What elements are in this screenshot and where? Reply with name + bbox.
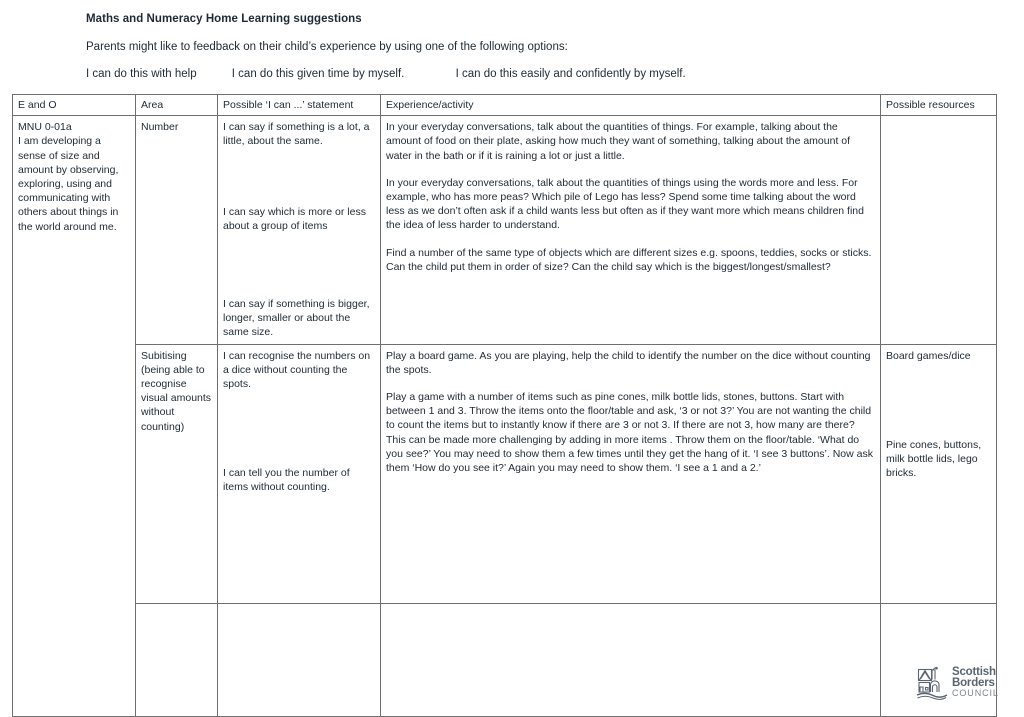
resource-item: Pine cones, buttons, milk bottle lids, lego bricks.	[886, 438, 982, 480]
header-experience: Experience/activity	[381, 95, 881, 116]
cell-statements-number	[218, 116, 381, 344]
experience-paragraph: Play a game with a number of items such as pine cones, milk bottle lids, stones, buttons. Start with between 1 and 3. Throw the items onto the floor/table and ask, ‘3 or not 3?’ You are not wanting the child to count the items but to instantly know if there are 3 or not 3. If there are not 3, how many are there?	[386, 391, 872, 432]
experience-paragraph: In your everyday conversations, talk about the quantities of things using the words more and less. For example, who has more peas? Which pile of Lego has less? Spend some time talking about the word less as we don’t often ask if a child wants less but often as if they want more which means children find the idea of less harder to understand.	[386, 176, 864, 232]
eo-code: MNU 0-01a	[18, 121, 72, 134]
statement-item: I can say if something is bigger, longer, smaller or about the same size.	[223, 298, 370, 339]
statement-item: I can tell you the number of items without counting.	[223, 467, 350, 494]
experience-paragraph: Find a number of the same type of objects which are different sizes e.g. spoons, teddies, socks or sticks. Can the child put them in order of size? Can the child say which is the biggest/longest/smallest?	[386, 246, 872, 273]
cell-area-subitising: Subitising (being able to recognise visual amounts without counting)	[136, 344, 218, 603]
eo-description: I am developing a sense of size and amount by observing, exploring, using and communicating with others about things in the world around me.	[18, 135, 119, 233]
page-title: Maths and Numeracy Home Learning suggestions	[86, 13, 362, 25]
cell-experience-empty	[381, 603, 881, 716]
header-e-and-o: E and O	[13, 95, 136, 116]
cell-statement-empty	[218, 603, 381, 716]
cell-resources-number	[881, 116, 997, 344]
header-statement: Possible ‘I can ...’ statement	[218, 95, 381, 116]
cell-experience-subitising	[381, 344, 881, 603]
cell-area-empty	[136, 603, 218, 716]
table-row-empty	[13, 603, 997, 716]
intro-subtitle: Parents might like to feedback on their child’s experience by using one of the following options:	[86, 41, 568, 53]
resource-item: Board games/dice	[886, 349, 971, 362]
experience-paragraph: Play a board game. As you are playing, help the child to identify the number on the dice without counting the spots.	[386, 349, 871, 376]
council-crest-icon	[916, 666, 950, 700]
experience-paragraph: In your everyday conversations, talk about the quantities of things. For example, talking about the amount of food on their plate, asking how much they want of something, talking about the amount of water in the bath or if it is raining a lot or just a little.	[386, 121, 851, 162]
logo-wordmark	[952, 666, 999, 699]
scottish-borders-council-logo	[916, 666, 1008, 706]
learning-suggestions-table	[12, 94, 997, 717]
cell-statements-subitising	[218, 344, 381, 603]
intro-block	[86, 12, 946, 81]
header-area: Area	[136, 95, 218, 116]
table-row	[13, 344, 997, 603]
feedback-option-confidently: I can do this easily and confidently by myself.	[455, 68, 686, 80]
header-resources: Possible resources	[881, 95, 997, 116]
cell-area-number: Number	[136, 116, 218, 344]
cell-e-and-o	[13, 116, 136, 716]
table-row	[13, 116, 997, 344]
learning-suggestions-table-wrap	[12, 94, 996, 717]
cell-resources-subitising	[881, 344, 997, 603]
logo-line-borders: Borders	[952, 676, 995, 689]
feedback-option-with-help: I can do this with help	[86, 68, 197, 80]
feedback-options-row	[86, 67, 946, 81]
cell-experience-number	[381, 116, 881, 344]
table-header-row	[13, 95, 997, 116]
feedback-option-given-time: I can do this given time by myself.	[231, 68, 405, 80]
logo-line-scottish: Scottish	[952, 666, 996, 678]
statement-item: I can recognise the numbers on a dice without counting the spots.	[223, 349, 371, 391]
statement-item: I can say which is more or less about a group of items	[223, 205, 366, 232]
logo-line-council: COUNCIL	[952, 688, 999, 698]
experience-paragraph: This can be made more challenging by adding in more items . Throw them on the floor/table. ‘What do you see?’ You may need to show them a few times until they get the hang of it. ‘I see 3 buttons’. Now ask them ‘How do you see it?’ Again you may need to show them. ‘I see a 1 and a 2.’	[386, 433, 873, 475]
statement-item: I can say if something is a lot, a little, about the same.	[223, 121, 370, 148]
